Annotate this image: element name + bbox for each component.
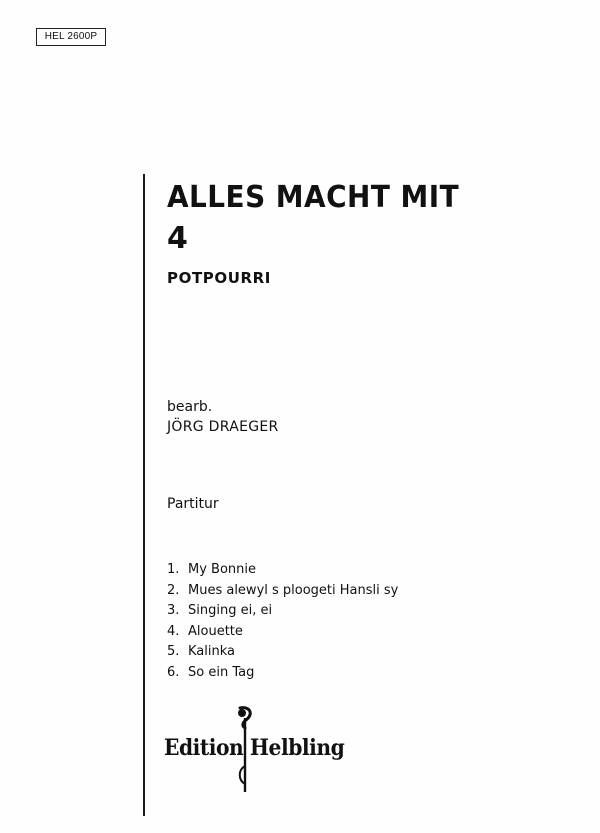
list-item-title: Mues alewyl s ploogeti Hansli sy	[188, 582, 399, 598]
contents-list	[167, 560, 398, 683]
list-item-number: 4.	[167, 623, 180, 639]
vertical-rule	[143, 174, 145, 816]
volume-number: 4	[167, 221, 188, 256]
cover-subtitle: POTPOURRI	[167, 269, 271, 287]
list-item	[167, 622, 398, 643]
publisher-logo	[158, 704, 345, 794]
list-item	[167, 581, 398, 602]
list-item-number: 5.	[167, 644, 180, 659]
cover-title: ALLES MACHT MIT	[167, 180, 460, 215]
list-item-number: 6.	[167, 664, 180, 680]
list-item-number: 1.	[167, 562, 180, 577]
list-item-title: Kalinka	[188, 644, 235, 659]
arranger-name: JÖRG DRAEGER	[167, 419, 279, 435]
list-item	[167, 601, 398, 622]
list-item-title: Singing ei, ei	[188, 603, 273, 618]
list-item	[167, 642, 398, 663]
catalog-number-box: HEL 2600P	[36, 28, 106, 46]
list-item	[167, 663, 398, 684]
list-item-number: 3.	[167, 603, 180, 618]
list-item-title: So ein Tag	[188, 664, 255, 680]
score-type-label: Partitur	[167, 496, 219, 512]
list-item-title: My Bonnie	[188, 562, 257, 577]
list-item	[167, 560, 398, 581]
list-item-title: Alouette	[188, 623, 243, 639]
arrangement-label: bearb.	[167, 399, 213, 415]
list-item-number: 2.	[167, 582, 180, 598]
publisher-name: Edition Helbling	[164, 735, 345, 761]
